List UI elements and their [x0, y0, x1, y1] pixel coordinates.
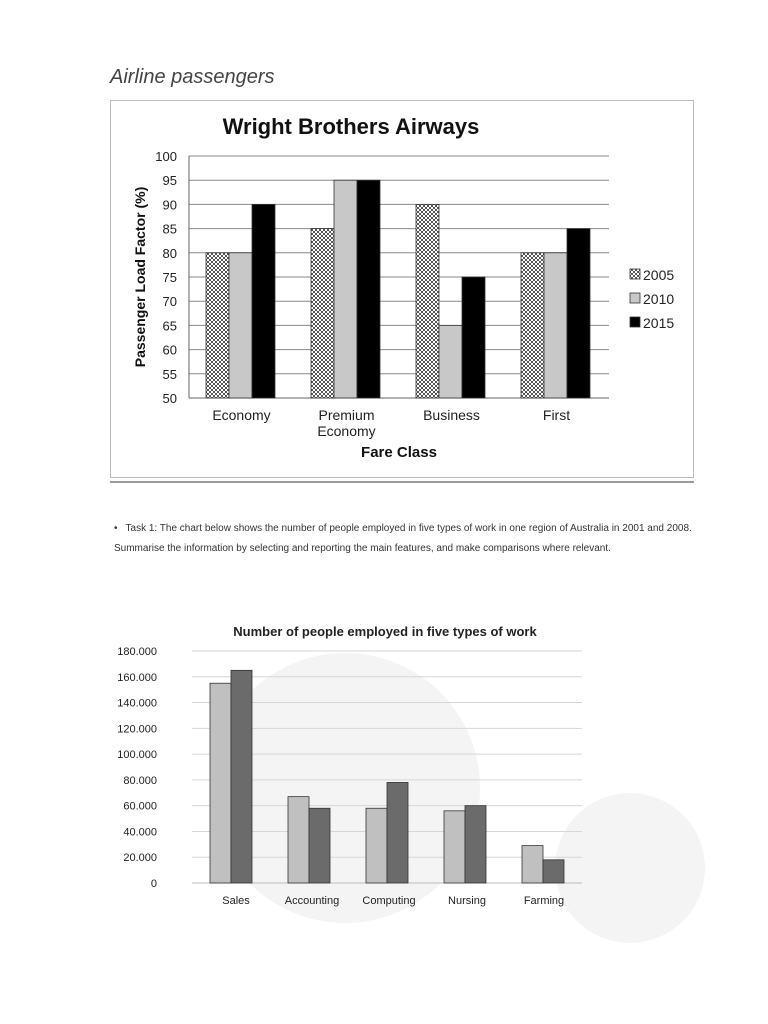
y-tick-label: 85 [162, 221, 177, 237]
bar [462, 277, 485, 398]
bar [210, 683, 231, 883]
y-axis-label: Passenger Load Factor (%) [132, 186, 148, 368]
section-heading: Airline passengers [110, 66, 275, 88]
y-tick-label: 180.000 [117, 646, 157, 658]
y-tick-label: 60.000 [123, 800, 157, 813]
y-tick-label: 160.000 [117, 671, 157, 684]
y-tick-label: 70 [162, 294, 177, 310]
bar [444, 811, 465, 883]
legend-swatch [630, 269, 640, 279]
legend-label: 2005 [643, 267, 675, 283]
bar [521, 253, 544, 398]
bar [252, 204, 275, 398]
y-tick-label: 80 [162, 245, 177, 261]
bar [465, 806, 486, 883]
legend-label: 2010 [643, 291, 675, 307]
x-tick-label: Computing [362, 895, 416, 907]
employment-chart [117, 618, 695, 914]
legend-swatch [630, 293, 640, 303]
y-tick-label: 75 [162, 270, 177, 285]
bar [439, 325, 462, 398]
y-tick-label: 100 [155, 149, 177, 164]
bar [366, 808, 387, 883]
y-tick-label: 90 [162, 197, 177, 213]
bar [567, 229, 590, 398]
bar [543, 860, 564, 883]
y-tick-label: 120.000 [117, 723, 157, 736]
bar [522, 846, 543, 883]
x-axis-label: Fare Class [361, 444, 437, 461]
y-tick-label: 80.000 [123, 774, 157, 787]
task-bullet: • [114, 523, 118, 534]
bar [334, 180, 357, 398]
airways-chart [111, 101, 693, 477]
task-text: Task 1: The chart below shows the number of people employed in five types of work in one region of Australia in 2001 and 2008. Summarise the information by selecting and reporting the main features, and make comparisons where relevant. [114, 523, 692, 554]
legend-swatch [630, 317, 640, 327]
bar [544, 253, 567, 398]
bar [231, 670, 252, 883]
y-tick-label: 0 [150, 878, 157, 890]
y-tick-label: 50 [162, 391, 177, 406]
bar [357, 180, 380, 398]
legend-label: 2015 [643, 315, 675, 331]
y-tick-label: 95 [162, 173, 177, 189]
chart-title: Number of people employed in five types of work [233, 624, 537, 639]
task-description [114, 519, 694, 559]
x-tick-label: Nursing [448, 895, 486, 907]
watermark-logo-secondary [555, 793, 705, 943]
bar [229, 253, 252, 398]
airways-chart-frame [110, 100, 694, 478]
chart-title: Wright Brothers Airways [222, 114, 480, 139]
x-tick-label: First [542, 407, 571, 423]
y-tick-label: 55 [162, 366, 177, 382]
y-tick-label: 140.000 [117, 697, 157, 710]
bar [416, 204, 439, 398]
employment-chart-frame [117, 618, 695, 914]
y-tick-label: 100.000 [117, 749, 157, 762]
y-tick-label: 40.000 [123, 826, 157, 839]
bar [309, 808, 330, 883]
x-tick-label: Business [423, 407, 480, 423]
x-tick-label: Sales [222, 895, 250, 907]
y-tick-label: 20.000 [123, 852, 157, 865]
x-tick-label: Farming [523, 895, 565, 907]
bar [288, 797, 309, 883]
y-tick-label: 60 [162, 342, 177, 358]
x-tick-label: Economy [317, 423, 376, 439]
bar [206, 253, 229, 398]
x-tick-label: Economy [212, 407, 271, 423]
bar [311, 229, 334, 398]
section-divider [110, 481, 694, 483]
bar [387, 782, 408, 883]
y-tick-label: 65 [162, 318, 177, 334]
x-tick-label: Premium [318, 407, 375, 423]
x-tick-label: Accounting [284, 895, 340, 907]
